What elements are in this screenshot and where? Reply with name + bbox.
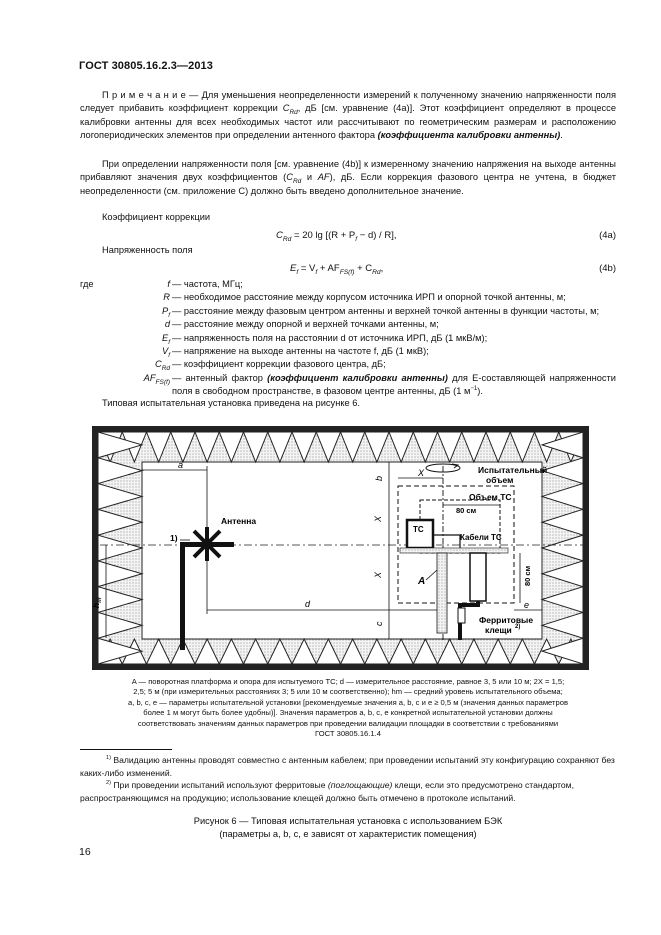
ferrite-clamp [458, 608, 465, 623]
ferrite-footnote-mark: 2) [515, 624, 521, 630]
test-volume-label-1: Испытательный [478, 465, 548, 475]
correction-coefficient-label: Коэффициент коррекции [102, 212, 211, 222]
antenna-label: Антенна [221, 516, 257, 526]
note-prefix: П р и м е ч а н и е [102, 90, 186, 100]
turntable-support [437, 553, 447, 633]
figure-legend: A — поворотная платформа и опора для испытуемого ТС; d — измерительное расстояние, равное 3, 5 или 10 м; 2X = 1,5; 2,5; 5 м (при измерительных расстояниях 3; 5 или 10 м соответственно); hm — средний уровень испытательного объема; a, b, c, e — параметры испытательной установки [рекомендуемые значения a, b, c и e ≥ 0,5 м (значения данных параметров более 1 м могут быть более удобны)]. Значения параметров a, b, c, e конкретной испытательной установки должны соответствовать значениям данных параметров при проведении валидации площадки в соответствии с требованиями ГОСТ 30805.16.1.4 [128, 677, 568, 739]
ferrite-label-2: клещи [485, 625, 512, 635]
dimension-a-label: a [178, 460, 184, 470]
antenna-footnote-mark: 1) [170, 533, 178, 543]
where-word: где [80, 279, 94, 289]
footnote-separator [80, 749, 172, 750]
equation-number-4a: (4a) [599, 230, 616, 241]
cable-drop [470, 553, 486, 601]
dimension-e-label: e [524, 600, 530, 610]
dimension-d-label: d [305, 599, 311, 609]
footnotes: $^{1)}$ Валидацию антенны проводят совместно с антенным кабелем; при проведении испытаний эту конфигурацию сохраняют без каких-либо изменений. $^{2)}$ При проведении испытаний используют ферритовые (поглощающие) клещи, если это предусмотрено стандартом, распространяющимся на продукцию; использование клещей должно быть отмечено в протоколе испытаний. [80, 755, 615, 803]
field-strength-label: Напряженность поля [102, 245, 193, 255]
label-A: A [418, 576, 426, 587]
definition-row-af: $AF_{FS(f)}$ — антенный фактор (коэффициент калибровки антенны) для Е-составляющей напряженности поля в свободном пространстве, в фазовом центре антенны, дБ (1 $м^{-1}$). [143, 372, 616, 397]
table-top [400, 548, 508, 553]
figure-title: Рисунок 6 — Типовая испытательная установка с использованием БЭК (параметры a, b, c, e зависят от характеристик помещения) [193, 816, 503, 840]
ferrite-label-1: Ферритовые [479, 615, 534, 625]
antenna-mast [180, 542, 185, 650]
definition-row: $E_f$ — напряженность поля на расстоянии d от источника ИРП, дБ (1 мкВ/м); [161, 332, 488, 346]
figure-intro: Типовая испытательная установка приведена на рисунке 6. [102, 398, 361, 408]
dimension-x-top-label: X [418, 468, 425, 478]
eut-volume-label: Объем ТС [469, 492, 512, 502]
definition-row: где f — частота, МГц; [80, 278, 616, 291]
dimension-hm-label: $h_m$ [91, 597, 103, 608]
equation-number-4b: (4b) [599, 263, 616, 274]
dimension-80cm-vertical-label: 80 см [523, 565, 532, 586]
note-paragraph: П р и м е ч а н и е — Для уменьшения неопределенности измерений к полученному значению напряженности поля следует прибавить коэффициент коррекции $C_{Rd}$, дБ [см. уравнение (4а)]. Этот коэффициент определяют в процессе калибровки антенны для всех необходимых частот или рассчитывают по геометрическим размерам и расположению логопериодических элементов при определении антенного фактора (коэффициента калибровки антенны). [80, 90, 616, 141]
phase-center-paragraph: При определении напряженности поля [см. уравнение (4b)] к измеренному значению напряжения на выходе антенны прибавляют значения двух коэффициентов ($C_{Rd}$ и AF), дБ. Если коррекция фазового центра не учтена, в бюджет неопределенности (см. приложение С) должно быть введено дополнительное значение. [80, 159, 616, 196]
document-header: ГОСТ 30805.16.2.3—2013 [79, 60, 213, 72]
dimension-c-label: c [374, 621, 384, 626]
page-number: 16 [79, 846, 91, 858]
dimension-80cm-label: 80 см [456, 506, 477, 515]
dimension-x-upper-label: X [373, 515, 383, 522]
definition-row: R — необходимое расстояние между корпусом источника ИРП и опорной точкой антенны, м; [163, 292, 566, 303]
dimension-b-label: b [374, 475, 384, 481]
definition-row: $C_{Rd}$ — коэффициент коррекции фазового центра, дБ; [154, 359, 386, 373]
definition-row: $V_f$ — напряжение на выходе антенны на частоте f, дБ (1 мкВ); [161, 345, 429, 359]
definition-row: $P_f$ — расстояние между фазовым центром антенны и верхней точкой антенны в функции частоты, м; [161, 305, 600, 319]
test-volume-label-2: объем [486, 475, 514, 485]
cables-label: Кабели ТС [460, 533, 502, 542]
dimension-x-lower-label: X [373, 571, 383, 578]
definition-row: d — расстояние между опорной и верхней точками антенны, м; [164, 319, 439, 330]
eut-label: ТС [413, 525, 424, 534]
